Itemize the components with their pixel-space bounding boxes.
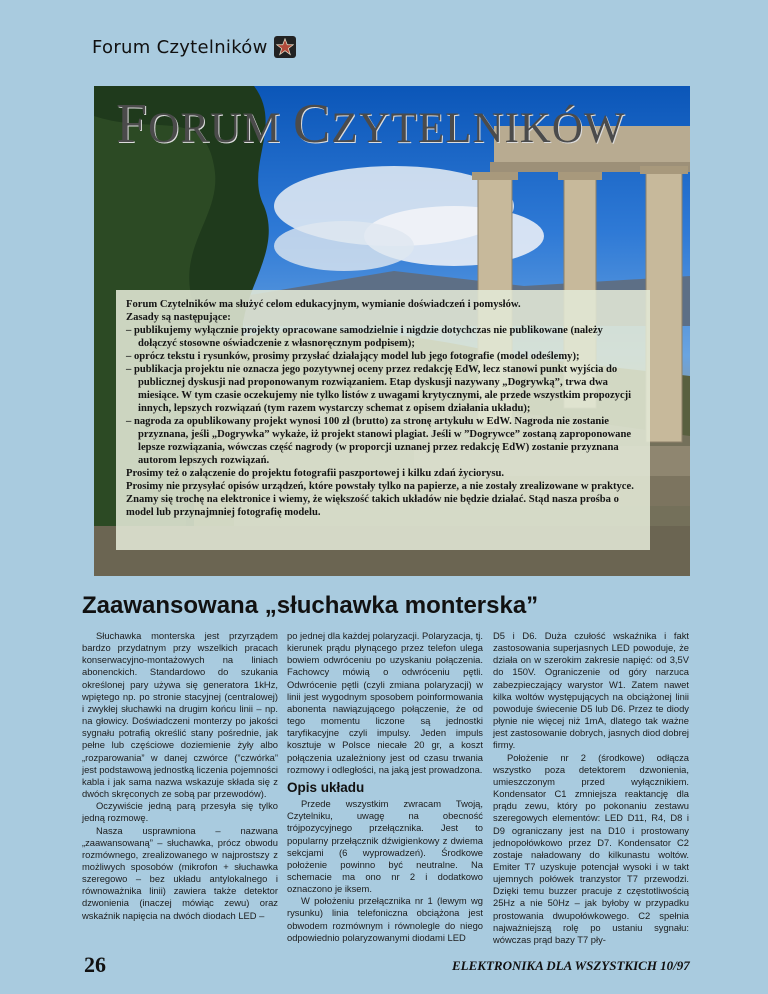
section-header xyxy=(92,36,296,58)
paragraph: Słuchawka monterska jest przyrządem bardzo przydatnym przy wszelkich pracach konserwacyjno-montażowych na liniach abonenckich. Standardowo do szukania określonej pary używa się generatora 1kHz, wpiętego np. po stronie stacyjnej (centralowej) i zwykłej słuchawki na drugim końcu linii – np. na głowicy. Doświadczeni monterzy po jakości sygnału potrafią określić stany pośrednie, jak pełne lub częściowe doziemienie żyły albo „rozparowania” w danej czwórce (”czwórka” jest podstawową jednostką liczenia pojemności kabla i jak sama nazwa wskazuje składa się z dwóch skręconych ze sobą par przewodów). xyxy=(82,630,278,800)
article-title: Zaawansowana „słuchawka monterska” xyxy=(82,592,539,619)
rules-item: – oprócz tekstu i rysunków, prosimy przysłać działający model lub jego fotografie (model odeślemy); xyxy=(126,351,580,362)
article-column-1 xyxy=(82,630,278,922)
paragraph: Przede wszystkim zwracam Twoją, Czytelniku, uwagę na obecność trójpozycyjnego przełącznika. Jest to popularny przełącznik dźwigienkowy z dwiema sekcjami (6 wyprowadzeń). Środkowe położenie powinno być neutralne. Na schemacie ma ono nr 2 i dodatkowo oznaczono je iksem. xyxy=(287,798,483,895)
rules-item: – publikacja projektu nie oznacza jego pozytywnej oceny przez redakcję EdW, lecz stanowi punkt wyjścia do publicznej dyskusji nad proponowanym rozwiązaniem. Etap dyskusji nazywany „Dogrywką”, trwa dwa miesiące. W tym czasie oczekujemy nie tylko listów z uwagami krytycznymi, ale przede wszystkim propozycji innych, lepszych rozwiązań (tym razem wystarczy schemat z opisem działania układu); xyxy=(126,364,632,414)
section-header-label: Forum Czytelników xyxy=(92,36,268,58)
rules-item: – nagroda za opublikowany projekt wynosi 100 zł (brutto) za stronę artykułu w EdW. Nagroda nie zostanie przyznana, jeśli „Dogrywka” wykaże, iż projekt stanowi plagiat. Jeśli w ”Dogrywce” zostaną zaproponowane lepsze rozwiązania, wówczas część nagrody (w proporcji uznanej przez redakcję EdW) zostanie przyznana autorom lepszych rozwiązań. xyxy=(126,416,632,466)
rules-outro: Prosimy też o załączenie do projektu fotografii paszportowej i kilku zdań życiorysu. xyxy=(126,468,504,479)
paragraph: po jednej dla każdej polaryzacji. Polaryzacja, tj. kierunek prądu płynącego przez telefon ulega bowiem odwróceniu po uzyskaniu połączenia. Fachowcy mówią o odwróceniu pętli. Odwrócenie pętli (czyli zmiana polaryzacji) w linii jest wygodnym sposobem poinformowania abonenta nawiązującego połączenie, że od tego momentu liczone są jednostki taryfikacyjne czyli impulsy. Jeden impuls kosztuje w Polsce niecałe 20 gr, a koszt połączenia uzależniony jest od czasu trwania rozmowy i odległości, na jaką jest prowadzona. xyxy=(287,630,483,775)
magazine-footer: ELEKTRONIKA DLA WSZYSTKICH 10/97 xyxy=(452,958,690,973)
paragraph: D5 i D6. Duża czułość wskaźnika i fakt zastosowania superjasnych LED powoduje, że działa on w szerokim zakresie napięć: od 3,5V do 150V. Ograniczenie od góry narzuca zabezpieczający warystor W1. Zatem nawet kilka woltów występujących na obciążonej linii powoduje świecenie D5 lub D6. Przez te diody płynie nie więcej niż 1mA, dlatego tak ważne jest zastosowanie dobrych, jasnych diod dobrej firmy. xyxy=(493,630,689,751)
section-heading: Opis układu xyxy=(287,779,365,795)
page-number: 26 xyxy=(84,952,106,977)
rules-intro: Forum Czytelników ma służyć celom edukacyjnym, wymianie doświadczeń i pomysłów. xyxy=(126,299,521,310)
rules-heading: Zasady są następujące: xyxy=(126,312,231,323)
article-column-3 xyxy=(493,630,689,946)
star-icon xyxy=(274,36,296,58)
paragraph: Nasza usprawniona – nazwana „zaawansowaną” – słuchawka, prócz obwodu rozmównego, zrealizowanego w najprostszy z możliwych sposobów (mikrofon + słuchawka szeregowo – bez układu antylokalnego i równoważnika linii) zawiera także detektor dzwonienia (inaczej mówiąc zewu) oraz wskaźnik napięcia na dwóch diodach LED – xyxy=(82,824,278,921)
paragraph: W położeniu przełącznika nr 1 (lewym wg rysunku) linia telefoniczna obciążona jest obwodem rozmównym i równolegle do niego odpowiednio polaryzowanymi diodami LED xyxy=(287,895,483,943)
rules-item: – publikujemy wyłącznie projekty opracowane samodzielnie i nigdzie dotychczas nie publikowane (należy dołączyć stosowne oświadczenie z własnoręcznym podpisem); xyxy=(126,325,603,349)
hero-title: FORUM CZYTELNIKÓW xyxy=(116,93,626,155)
article-column-2 xyxy=(287,630,483,944)
paragraph: Położenie nr 2 (środkowe) odłącza wszystko poza detektorem dzwonienia, umieszczonym przed wyłącznikiem. Kondensator C1 zmniejsza reaktancję dla prądu zewu, który po pokonaniu zestawu szeregowych elementów: LED D11, R4, D8 i D9 ograniczany jest na D10 i prostowany jednopołówkowo przez D7. Kondensator C2 zostaje naładowany do kilkunastu woltów. Emiter T7 uzyskuje potencjał wysoki i w takt ujemnych połówek tranzystor T7 przewodzi. Dzięki temu buzzer pracuje z częstotliwością 25Hz a nie 50Hz – jak byłoby w przypadku prostowania dwupołówkowego. C2 spełnia najważniejszą rolę po ustaniu sygnału: wówczas prąd bazy T7 pły- xyxy=(493,751,689,945)
rules-box xyxy=(116,290,650,550)
rules-outro: Prosimy nie przysyłać opisów urządzeń, które powstały tylko na papierze, a nie zostały zrealizowane w praktyce. Znamy się trochę na elektronice i wiemy, że większość takich układów nie będzie działać. Stąd nasza prośba o model lub przynajmniej fotografię modelu. xyxy=(126,481,634,518)
paragraph: Oczywiście jedną parą przesyła się tylko jedną rozmowę. xyxy=(82,800,278,824)
